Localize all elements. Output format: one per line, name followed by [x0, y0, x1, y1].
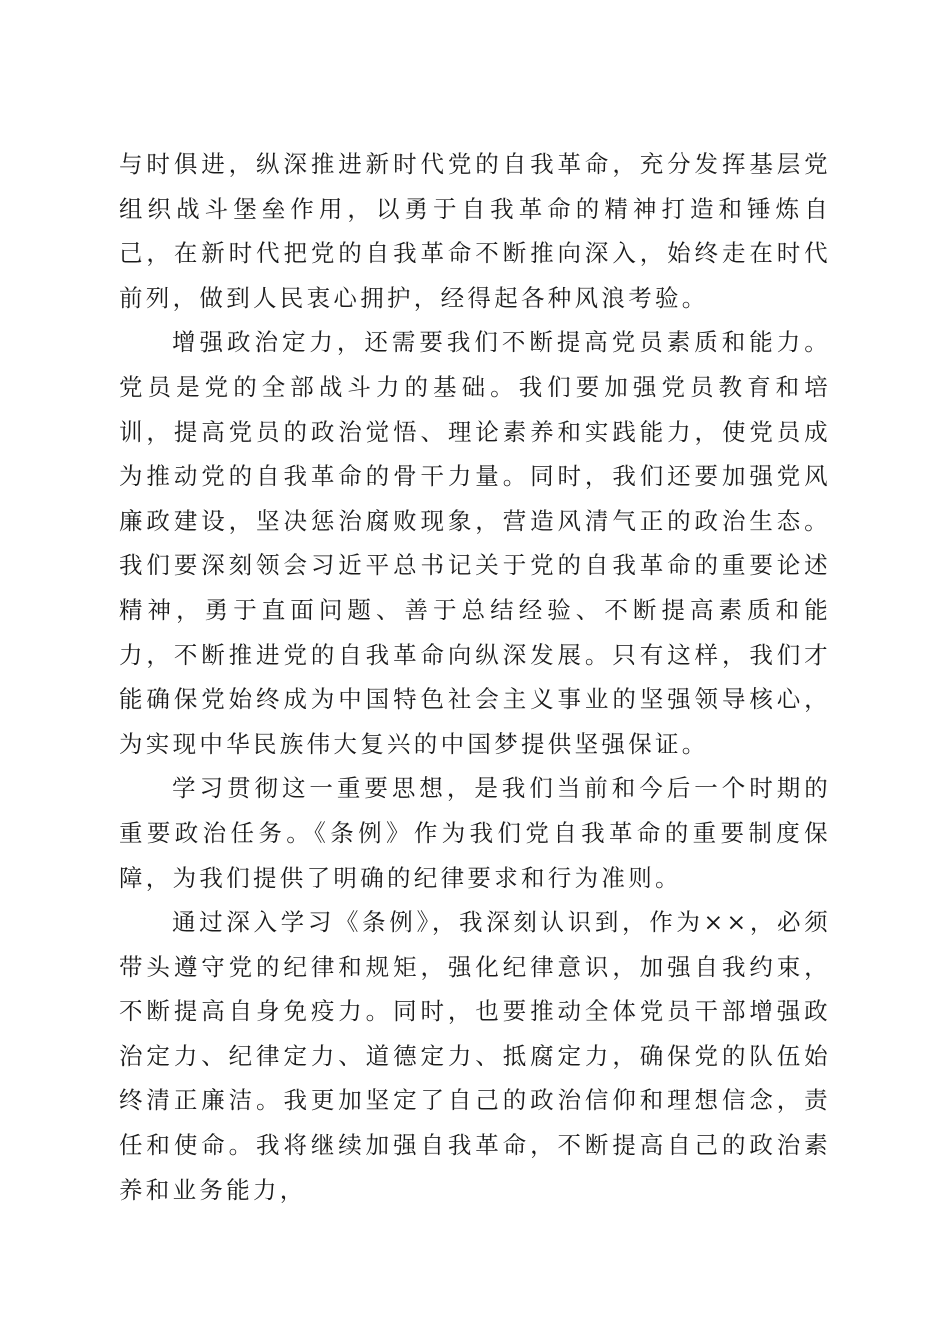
paragraph-regulations-study: 学习贯彻这一重要思想，是我们当前和今后一个时期的重要政治任务。《条例》作为我们党自我革命的重要制度保障，为我们提供了明确的纪律要求和行为准则。	[119, 774, 831, 892]
paragraph-political-resolve: 增强政治定力，还需要我们不断提高党员素质和能力。党员是党的全部战斗力的基础。我们要加强党员教育和培训，提高党员的政治觉悟、理论素养和实践能力，使党员成为推动党的自我革命的骨干力量。同时，我们还要加强党风廉政建设，坚决惩治腐败现象，营造风清气正的政治生态。我们要深刻领会习近平总书记关于党的自我革命的重要论述精神，勇于直面问题、善于总结经验、不断提高素质和能力，不断推进党的自我革命向纵深发展。只有这样，我们才能确保党始终成为中国特色社会主义事业的坚强领导核心，为实现中华民族伟大复兴的中国梦提供坚强保证。	[119, 328, 831, 758]
paragraph-personal-reflection: 通过深入学习《条例》，我深刻认识到，作为××，必须带头遵守党的纪律和规矩，强化纪律意识，加强自我约束，不断提高自身免疫力。同时，也要推动全体党员干部增强政治定力、纪律定力、道德定力、抵腐定力，确保党的队伍始终清正廉洁。我更加坚定了自己的政治信仰和理想信念，责任和使命。我将继续加强自我革命，不断提高自己的政治素养和业务能力，	[119, 908, 831, 1204]
document-body	[119, 142, 831, 1212]
paragraph-continuation: 与时俱进，纵深推进新时代党的自我革命，充分发挥基层党组织战斗堡垒作用，以勇于自我革命的精神打造和锤炼自己，在新时代把党的自我革命不断推向深入，始终走在时代前列，做到人民衷心拥护，经得起各种风浪考验。	[119, 150, 831, 312]
